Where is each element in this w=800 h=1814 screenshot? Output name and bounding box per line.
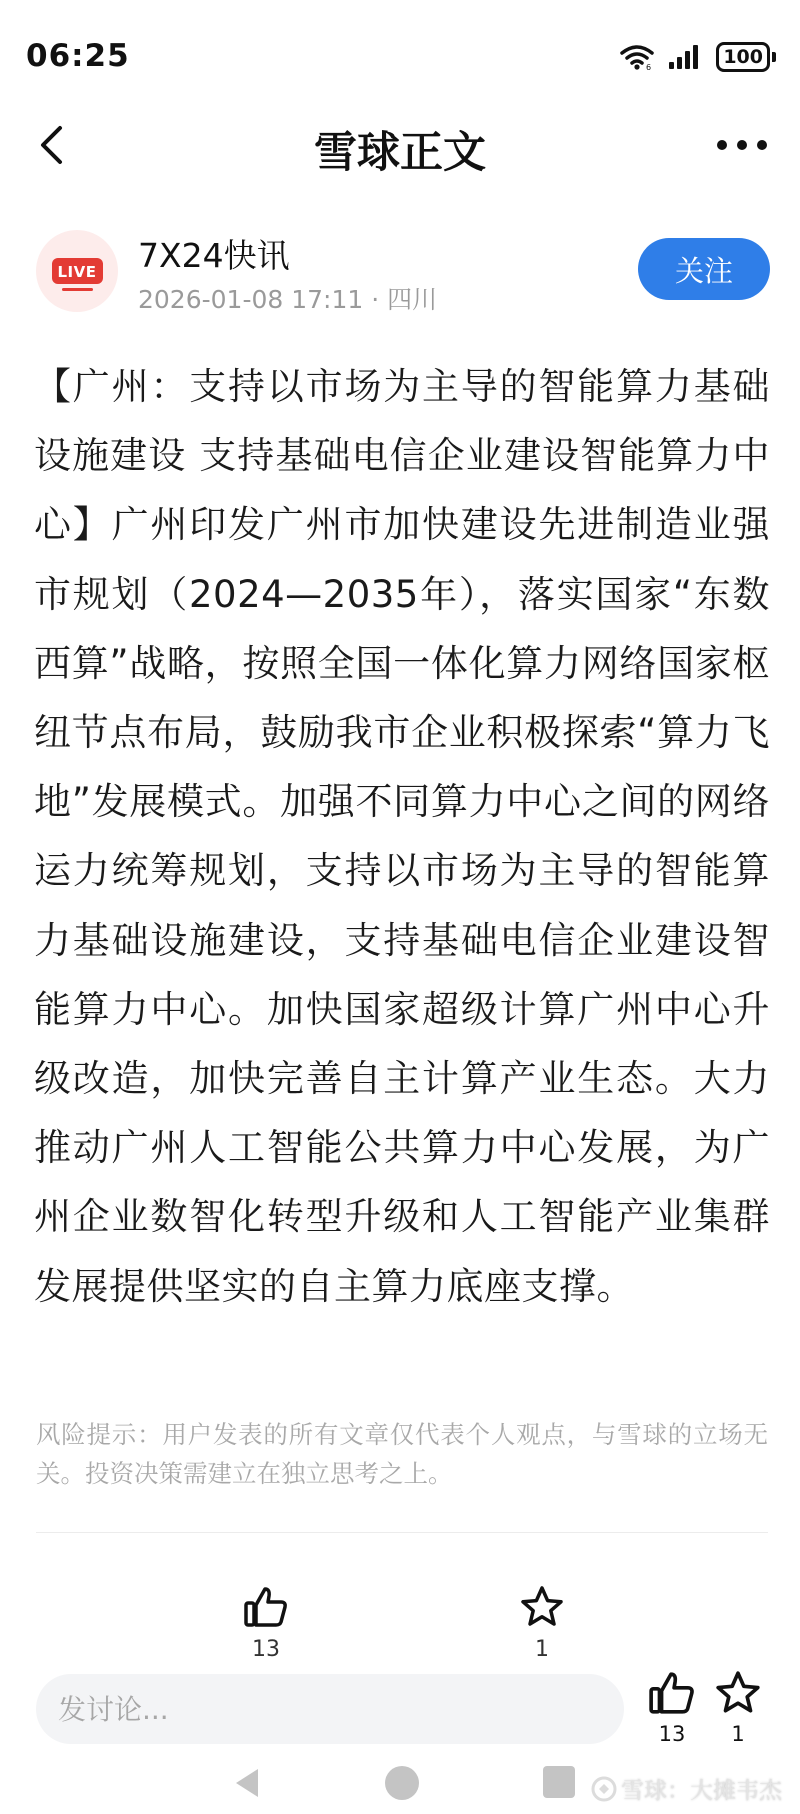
status-bar — [0, 0, 800, 120]
wifi-icon — [620, 44, 654, 70]
more-button[interactable] — [712, 121, 772, 169]
bottom-like-count: 13 — [658, 1722, 686, 1746]
post-datetime: 2026-01-08 17:11 — [138, 285, 364, 314]
snowball-logo-icon — [591, 1776, 617, 1802]
risk-disclaimer: 风险提示：用户发表的所有文章仅代表个人观点，与雪球的立场无关。投资决策需建立在独立思考之上。 — [36, 1420, 768, 1488]
signal-icon — [668, 44, 702, 70]
thumbs-up-icon — [243, 1585, 289, 1629]
meta-separator: · — [371, 285, 380, 314]
favorite-count: 1 — [535, 1637, 549, 1662]
bottom-like-button[interactable] — [642, 1670, 702, 1746]
star-icon — [714, 1670, 762, 1716]
system-nav-bar — [0, 1752, 800, 1814]
avatar[interactable] — [36, 230, 118, 312]
live-icon: LIVE — [52, 258, 103, 284]
comment-input[interactable] — [36, 1674, 624, 1744]
divider — [36, 1532, 768, 1533]
system-home-icon[interactable] — [385, 1766, 419, 1800]
thumbs-up-icon — [648, 1670, 696, 1716]
system-recents-icon[interactable] — [543, 1766, 575, 1798]
page-title: 雪球正文 — [314, 128, 486, 178]
status-icons — [620, 42, 776, 72]
bottom-bar — [0, 1666, 800, 1752]
article-actions — [0, 1585, 800, 1675]
more-horizontal-icon — [712, 121, 772, 169]
bottom-favorite-button[interactable] — [708, 1670, 768, 1746]
nav-bar — [0, 105, 800, 185]
bottom-favorite-count: 1 — [731, 1722, 745, 1746]
star-icon — [519, 1585, 565, 1629]
battery-icon — [716, 42, 776, 72]
watermark — [591, 1772, 782, 1805]
svg-text:6: 6 — [646, 63, 652, 70]
status-time: 06:25 — [26, 38, 130, 74]
system-back-icon[interactable] — [232, 1766, 262, 1800]
battery-level: 100 — [716, 42, 770, 72]
follow-button[interactable]: 关注 — [638, 238, 770, 300]
article-body: 【广州：支持以市场为主导的智能算力基础设施建设 支持基础电信企业建设智能算力中心】广州印发广州市加快建设先进制造业强市规划（2024—2035年），落实国家“东数西算”战略，按照全国一体化算力网络国家枢纽节点布局，鼓励我市企业积极探索“算力飞地”发展模式。加强不同算力中心之间的网络运力统筹规划，支持以市场为主导的智能算力基础设施建设，支持基础电信企业建设智能算力中心。加快国家超级计算广州中心升级改造，加快完善自主计算产业生态。大力推动广州人工智能公共算力中心发展，为广州企业数智化转型升级和人工智能产业集群发展提供坚实的自主算力底座支撑。 — [34, 365, 770, 1308]
like-action[interactable] — [226, 1585, 306, 1662]
watermark-text: 雪球：大摊韦杰 — [621, 1778, 782, 1804]
favorite-action[interactable] — [502, 1585, 582, 1662]
author-row — [0, 222, 800, 322]
post-location: 四川 — [387, 285, 438, 314]
author-name[interactable]: 7X24快讯 — [138, 236, 290, 275]
post-meta — [138, 280, 437, 316]
like-count: 13 — [252, 1637, 280, 1662]
